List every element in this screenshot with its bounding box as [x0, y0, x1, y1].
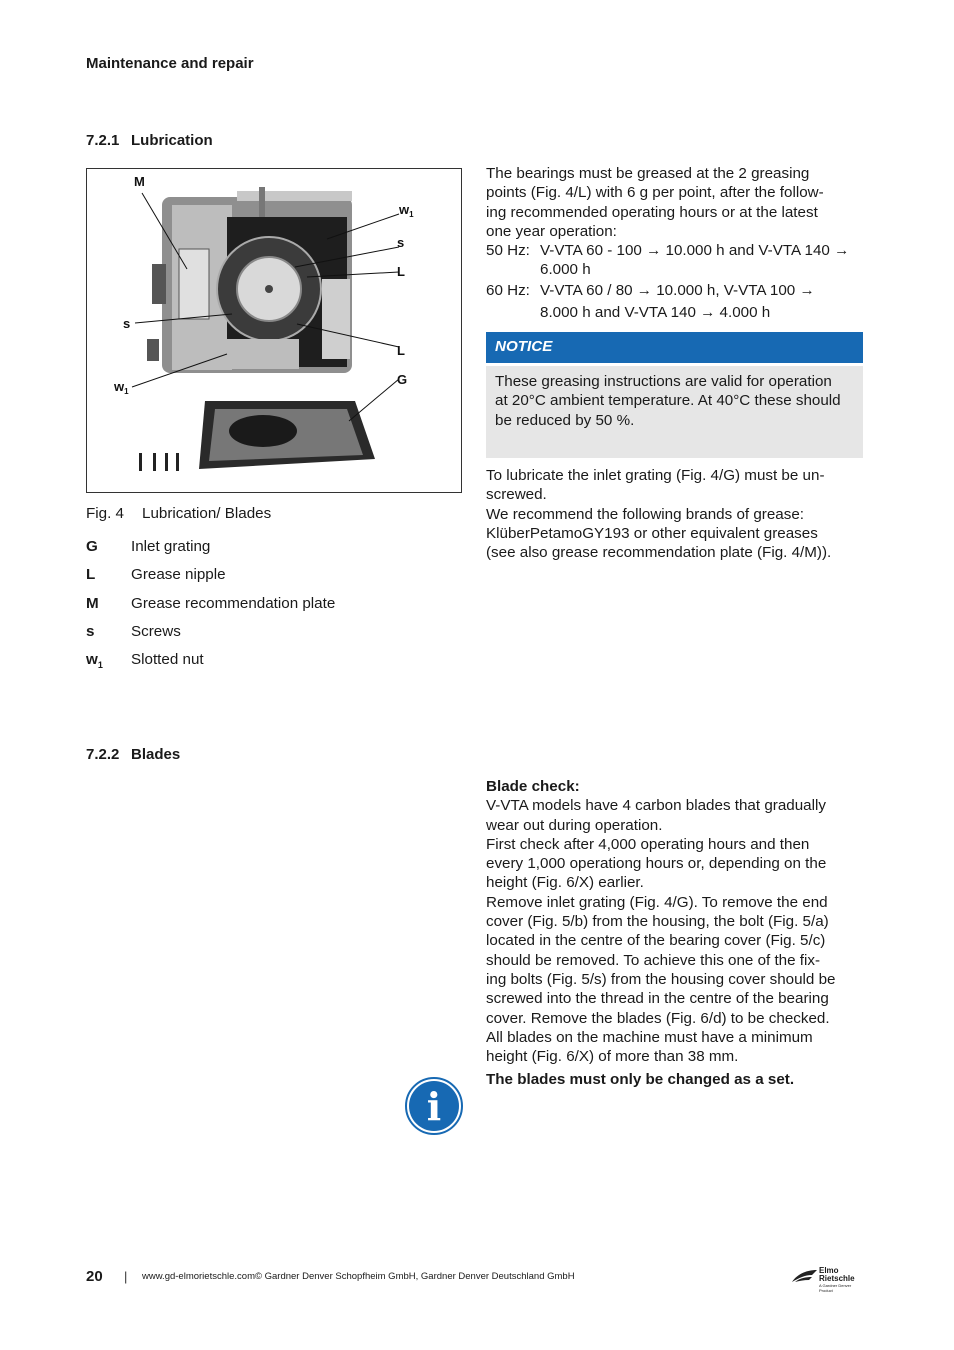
legend-item: s Screws — [86, 622, 181, 640]
legend-item: M Grease recommendation plate — [86, 594, 336, 612]
top-lid-shape — [237, 191, 352, 201]
machine-illustration — [87, 169, 461, 492]
figure-lubrication-blades — [86, 168, 462, 493]
blade-check-heading: Blade check: — [486, 778, 580, 795]
side-pipe-shape — [322, 279, 350, 359]
lubrication-intro: The bearings must be greased at the 2 greasing points (Fig. 4/L) with 6 g per point, after the follow- ing recommended operating hours or at the latest one year operation: 50 Hz: V-VTA 60 - 100 → 10.000 h and V-VTA 140 → 6.000 h 60 Hz: V-VTA 60 / 80 → 10.000 h, V-VTA 100 → 8.000 h and V-VTA 140 → 4.000 h — [486, 164, 864, 322]
logo-text: Elmo Rietschle A Gardner Denver Product — [819, 1266, 855, 1293]
label-G: G — [397, 372, 408, 387]
left-knob-shape — [152, 264, 166, 304]
page-footer — [86, 1268, 575, 1285]
page-number: 20 — [86, 1268, 103, 1285]
figure-title: Lubrication/ Blades — [142, 505, 272, 522]
label-M: M — [134, 174, 145, 189]
hz60-row: 60 Hz: V-VTA 60 / 80 → 10.000 h, V-VTA 100 → 8.000 h and V-VTA 140 → 4.000 h — [486, 281, 815, 322]
label-w1-top: $w_1$ — [399, 202, 414, 219]
section-heading-blades — [86, 746, 180, 763]
info-icon — [404, 1076, 464, 1136]
screw-shape — [153, 453, 156, 471]
footer-copyright: © Gardner Denver Schopfheim GmbH, Gardner Denver Deutschland GmbH — [254, 1271, 575, 1282]
fan-center-shape — [265, 285, 273, 293]
elmo-rietschle-logo — [790, 1266, 866, 1293]
blade-check-text: Blade check: V-VTA models have 4 carbon blades that gradually wear out during operation. First check after 4,000 operating hours and then every 1,000 operationg hours or, depending on the height (Fig. 6/X) earlier. Remove inlet grating (Fig. 4/G). To remove the end cover (Fig. 5/b) from the housing, the bolt (Fig. 5/a) located in the centre of the bearing cover (Fig. 5/c) should be removed. To achieve this one of the fix- ing bolts (Fig. 5/s) from the housing cover should be screwed into the thread in the centre of the bearing cover. Remove the blades (Fig. 6/d) to be checked. All blades on the machine must have a minimum height (Fig. 6/X) of more than 38 mm. — [486, 777, 864, 1066]
screw-shape — [165, 453, 168, 471]
notice-header: NOTICE — [486, 332, 863, 363]
grease-plate-shape — [179, 249, 209, 319]
figure-legend — [86, 538, 335, 679]
top-bolt-shape — [259, 187, 265, 217]
label-L-bottom: L — [397, 343, 405, 358]
grating-opening-shape — [229, 415, 297, 447]
blades-warning: The blades must only be changed as a set. — [486, 1071, 795, 1088]
footer-separator: | — [124, 1269, 128, 1284]
figure-caption — [86, 505, 271, 522]
svg-text:i: i — [426, 1084, 442, 1129]
label-L-top: L — [397, 264, 405, 279]
section-number: 7.2.2 — [86, 746, 120, 763]
motor-cylinder-shape — [227, 339, 299, 369]
left-foot-shape — [147, 339, 159, 361]
hz50-row: 50 Hz: V-VTA 60 - 100 → 10.000 h and V-VTA 140 → 6.000 h — [486, 242, 850, 279]
lubrication-grease-text: To lubricate the inlet grating (Fig. 4/G) must be un- screwed. We recommend the following brands of grease: KlüberPetamoGY193 or other equivalent greases (see also grease recommendation plate (Fig. 4/M)). — [486, 467, 832, 562]
logo-swoosh-icon — [790, 1269, 818, 1283]
legend-item: $w_1$ Slotted nut — [86, 651, 204, 671]
section-title: Blades — [131, 746, 181, 763]
legend-item: L Grease nipple — [86, 566, 226, 584]
screw-shape — [139, 453, 142, 471]
label-s-left: s — [123, 316, 131, 331]
label-s-right: s — [397, 235, 405, 250]
page-header: Maintenance and repair — [86, 55, 254, 72]
section-number: 7.2.1 — [86, 132, 120, 149]
figure-number: Fig. 4 — [86, 505, 124, 522]
notice-body: These greasing instructions are valid for operation at 20°C ambient temperature. At 40°C these should be reduced by 50 %. — [486, 366, 863, 458]
legend-item: G Inlet grating — [86, 538, 211, 555]
footer-url[interactable]: www.gd-elmorietschle.com — [142, 1271, 255, 1282]
section-heading-lubrication — [86, 132, 213, 149]
label-w1-left: $w_1$ — [114, 379, 129, 396]
section-title: Lubrication — [131, 132, 213, 149]
screw-shape — [176, 453, 179, 471]
